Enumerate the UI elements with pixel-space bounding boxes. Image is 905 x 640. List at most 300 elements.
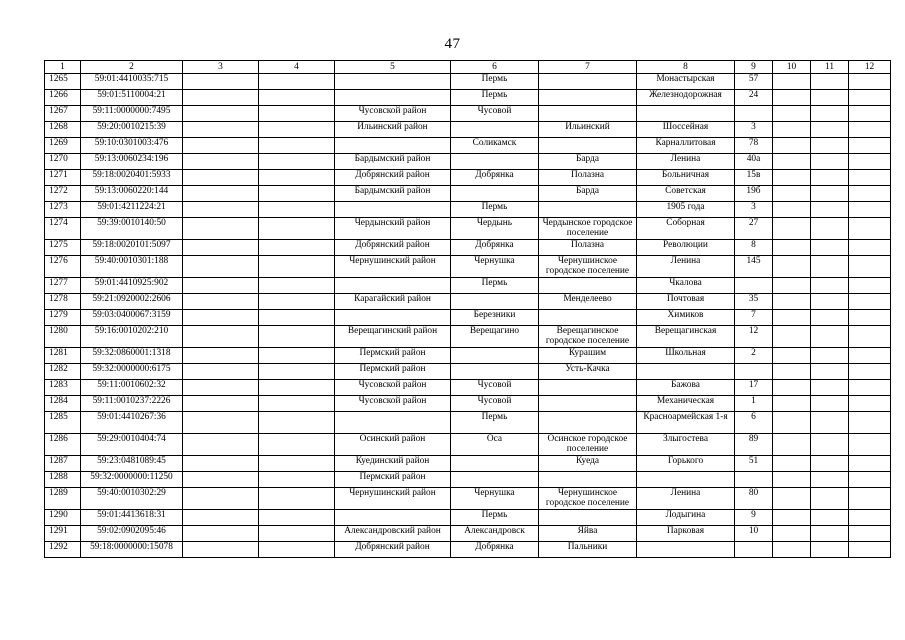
table-cell bbox=[183, 122, 259, 138]
table-cell bbox=[849, 542, 891, 558]
table-cell: 145 bbox=[735, 256, 773, 278]
table-cell: 59:21:0920002:2606 bbox=[81, 294, 183, 310]
table-cell bbox=[335, 310, 451, 326]
table-cell: 59:01:4413618:31 bbox=[81, 510, 183, 526]
table-cell bbox=[539, 106, 637, 122]
table-cell bbox=[811, 434, 849, 456]
table-cell bbox=[849, 154, 891, 170]
table-cell bbox=[183, 412, 259, 434]
table-cell bbox=[183, 364, 259, 380]
table-cell: Пермь bbox=[451, 202, 539, 218]
table-cell bbox=[735, 542, 773, 558]
table-cell bbox=[773, 122, 811, 138]
table-cell bbox=[773, 348, 811, 364]
table-cell: Менделеево bbox=[539, 294, 637, 310]
table-cell: Ленина bbox=[637, 488, 735, 510]
table-cell: Добрянка bbox=[451, 240, 539, 256]
table-cell: 51 bbox=[735, 456, 773, 472]
table-cell bbox=[259, 456, 335, 472]
table-cell: Чусовой bbox=[451, 380, 539, 396]
table-cell: 7 bbox=[735, 310, 773, 326]
table-cell bbox=[849, 310, 891, 326]
table-cell bbox=[811, 310, 849, 326]
table-cell bbox=[849, 240, 891, 256]
table-cell bbox=[183, 186, 259, 202]
table-cell: Березники bbox=[451, 310, 539, 326]
table-cell: Химиков bbox=[637, 310, 735, 326]
table-cell: Полазна bbox=[539, 240, 637, 256]
table-cell bbox=[849, 348, 891, 364]
table-cell bbox=[811, 218, 849, 240]
table-row bbox=[45, 138, 891, 154]
table-cell bbox=[811, 380, 849, 396]
table-cell: 59:18:0020401:5933 bbox=[81, 170, 183, 186]
table-cell bbox=[259, 154, 335, 170]
table-cell bbox=[811, 456, 849, 472]
column-header-9: 9 bbox=[735, 61, 773, 74]
table-cell bbox=[451, 122, 539, 138]
table-cell: Пермь bbox=[451, 74, 539, 90]
table-cell bbox=[811, 90, 849, 106]
column-header-8: 8 bbox=[637, 61, 735, 74]
table-cell: Чернушка bbox=[451, 256, 539, 278]
table-cell: 59:01:4410267:36 bbox=[81, 412, 183, 434]
table-cell bbox=[811, 256, 849, 278]
table-cell: Чердынский район bbox=[335, 218, 451, 240]
table-cell: 24 bbox=[735, 90, 773, 106]
table-cell: 59:11:0010237:2226 bbox=[81, 396, 183, 412]
table-cell: Верещагино bbox=[451, 326, 539, 348]
table-cell: Почтовая bbox=[637, 294, 735, 310]
table-row bbox=[45, 154, 891, 170]
table-row bbox=[45, 348, 891, 364]
table-cell: 59:11:0000000:7495 bbox=[81, 106, 183, 122]
table-cell bbox=[849, 364, 891, 380]
table-cell bbox=[811, 348, 849, 364]
table-cell: Чернушка bbox=[451, 488, 539, 510]
table-cell: 1265 bbox=[45, 74, 81, 90]
table-cell bbox=[335, 74, 451, 90]
table-cell: 59:32:0000000:11250 bbox=[81, 472, 183, 488]
table-cell bbox=[773, 74, 811, 90]
table-cell bbox=[849, 456, 891, 472]
table-cell: Осинское городское поселение bbox=[539, 434, 637, 456]
table-row bbox=[45, 542, 891, 558]
table-cell: 59:10:0301003:476 bbox=[81, 138, 183, 154]
table-cell bbox=[811, 364, 849, 380]
table-cell: 1 bbox=[735, 396, 773, 412]
table-cell bbox=[451, 294, 539, 310]
table-cell bbox=[811, 294, 849, 310]
column-header-11: 11 bbox=[811, 61, 849, 74]
table-cell: Чусовской район bbox=[335, 396, 451, 412]
table-cell bbox=[773, 364, 811, 380]
table-cell bbox=[539, 396, 637, 412]
table-cell bbox=[811, 526, 849, 542]
table-cell bbox=[773, 434, 811, 456]
table-cell: 1267 bbox=[45, 106, 81, 122]
table-row bbox=[45, 510, 891, 526]
table-cell: Горького bbox=[637, 456, 735, 472]
table-cell bbox=[539, 472, 637, 488]
table-cell bbox=[259, 364, 335, 380]
table-cell bbox=[849, 294, 891, 310]
table-cell bbox=[539, 380, 637, 396]
table-cell bbox=[183, 472, 259, 488]
table-cell bbox=[773, 472, 811, 488]
table-cell: 1292 bbox=[45, 542, 81, 558]
table-cell: Добрянский район bbox=[335, 170, 451, 186]
table-cell bbox=[773, 218, 811, 240]
table-row bbox=[45, 456, 891, 472]
table-cell bbox=[735, 364, 773, 380]
table-cell bbox=[335, 90, 451, 106]
table-cell bbox=[637, 106, 735, 122]
table-cell bbox=[849, 74, 891, 90]
table-cell bbox=[773, 278, 811, 294]
table-cell bbox=[637, 542, 735, 558]
table-cell: Лодыгина bbox=[637, 510, 735, 526]
table-cell bbox=[183, 542, 259, 558]
table-cell bbox=[849, 472, 891, 488]
table-cell: Соборная bbox=[637, 218, 735, 240]
table-cell bbox=[773, 380, 811, 396]
table-cell bbox=[335, 202, 451, 218]
table-row bbox=[45, 202, 891, 218]
table-cell bbox=[811, 488, 849, 510]
table-cell bbox=[451, 456, 539, 472]
table-row bbox=[45, 240, 891, 256]
table-cell: Чернушинское городское поселение bbox=[539, 488, 637, 510]
table-cell: 57 bbox=[735, 74, 773, 90]
table-cell: Ленина bbox=[637, 256, 735, 278]
table-cell bbox=[773, 186, 811, 202]
table-cell bbox=[259, 380, 335, 396]
table-cell: Бардымский район bbox=[335, 186, 451, 202]
table-row bbox=[45, 326, 891, 348]
table-cell: 1275 bbox=[45, 240, 81, 256]
table-row bbox=[45, 526, 891, 542]
table-cell: Чернушинское городское поселение bbox=[539, 256, 637, 278]
table-cell bbox=[849, 526, 891, 542]
table-cell bbox=[849, 218, 891, 240]
table-cell bbox=[183, 256, 259, 278]
table-cell: 59:13:0060234:196 bbox=[81, 154, 183, 170]
table-row bbox=[45, 170, 891, 186]
table-row bbox=[45, 310, 891, 326]
column-header-6: 6 bbox=[451, 61, 539, 74]
table-cell bbox=[773, 456, 811, 472]
table-cell: 10 bbox=[735, 526, 773, 542]
table-cell: Ильинский район bbox=[335, 122, 451, 138]
table-cell bbox=[811, 240, 849, 256]
table-cell bbox=[773, 256, 811, 278]
table-cell: Чкалова bbox=[637, 278, 735, 294]
table-cell bbox=[811, 154, 849, 170]
table-cell: 1277 bbox=[45, 278, 81, 294]
table-row bbox=[45, 218, 891, 240]
table-cell bbox=[539, 90, 637, 106]
table-cell: Верещагинское городское поселение bbox=[539, 326, 637, 348]
table-cell: 59:01:5110004:21 bbox=[81, 90, 183, 106]
table-cell bbox=[183, 170, 259, 186]
table-cell: Курашим bbox=[539, 348, 637, 364]
table-cell: 1284 bbox=[45, 396, 81, 412]
table-cell: Ленина bbox=[637, 154, 735, 170]
table-cell bbox=[811, 278, 849, 294]
table-cell: 3 bbox=[735, 202, 773, 218]
table-cell bbox=[183, 218, 259, 240]
table-cell bbox=[259, 294, 335, 310]
table-row bbox=[45, 90, 891, 106]
table-cell: 59:32:0860001:1318 bbox=[81, 348, 183, 364]
table-cell bbox=[849, 256, 891, 278]
table-cell bbox=[183, 202, 259, 218]
table-cell bbox=[773, 106, 811, 122]
table-row bbox=[45, 278, 891, 294]
table-cell: 59:39:0010140:50 bbox=[81, 218, 183, 240]
table-cell: 59:03:0400067:3159 bbox=[81, 310, 183, 326]
table-cell bbox=[773, 240, 811, 256]
table-cell: Оса bbox=[451, 434, 539, 456]
table-cell: 1278 bbox=[45, 294, 81, 310]
table-cell: 3 bbox=[735, 122, 773, 138]
table-cell: Добрянский район bbox=[335, 542, 451, 558]
table-cell: 2 bbox=[735, 348, 773, 364]
table-cell bbox=[811, 122, 849, 138]
table-cell: Куединский район bbox=[335, 456, 451, 472]
table-cell bbox=[183, 154, 259, 170]
table-cell bbox=[539, 278, 637, 294]
table-cell bbox=[735, 278, 773, 294]
table-cell: 1289 bbox=[45, 488, 81, 510]
table-row bbox=[45, 380, 891, 396]
table-cell: Пермь bbox=[451, 412, 539, 434]
table-cell bbox=[183, 434, 259, 456]
table-cell: 59:32:0000000:6175 bbox=[81, 364, 183, 380]
table-cell: 1270 bbox=[45, 154, 81, 170]
table-cell bbox=[849, 278, 891, 294]
table-cell bbox=[811, 186, 849, 202]
table-cell bbox=[773, 294, 811, 310]
table-cell bbox=[811, 138, 849, 154]
table-cell: Пермский район bbox=[335, 348, 451, 364]
table-cell bbox=[259, 348, 335, 364]
table-row bbox=[45, 106, 891, 122]
table-cell bbox=[183, 456, 259, 472]
table-cell bbox=[259, 106, 335, 122]
table-cell: Чусовской район bbox=[335, 380, 451, 396]
table-cell: Чердынское городское поселение bbox=[539, 218, 637, 240]
table-cell bbox=[183, 396, 259, 412]
table-cell bbox=[259, 240, 335, 256]
table-cell bbox=[539, 310, 637, 326]
table-cell: Добрянка bbox=[451, 542, 539, 558]
table-cell: 12 bbox=[735, 326, 773, 348]
table-cell bbox=[259, 434, 335, 456]
table-cell bbox=[259, 396, 335, 412]
table-cell bbox=[259, 138, 335, 154]
table-cell: Советская bbox=[637, 186, 735, 202]
table-cell: Чернушинский район bbox=[335, 488, 451, 510]
table-cell: 19б bbox=[735, 186, 773, 202]
table-cell: Пермь bbox=[451, 510, 539, 526]
table-cell bbox=[849, 122, 891, 138]
table-cell bbox=[849, 412, 891, 434]
table-cell bbox=[183, 240, 259, 256]
table-cell bbox=[335, 510, 451, 526]
table-row bbox=[45, 256, 891, 278]
table-cell: 1285 bbox=[45, 412, 81, 434]
table-cell bbox=[811, 472, 849, 488]
table-cell bbox=[183, 106, 259, 122]
table-cell bbox=[811, 396, 849, 412]
table-cell bbox=[849, 510, 891, 526]
table-cell: 1291 bbox=[45, 526, 81, 542]
table-cell: 59:02:0902095:46 bbox=[81, 526, 183, 542]
table-cell bbox=[451, 364, 539, 380]
table-cell: 59:23:0481089:45 bbox=[81, 456, 183, 472]
table-cell: 89 bbox=[735, 434, 773, 456]
table-cell bbox=[849, 138, 891, 154]
column-header-2: 2 bbox=[81, 61, 183, 74]
table-cell bbox=[849, 202, 891, 218]
table-cell bbox=[183, 526, 259, 542]
table-cell bbox=[811, 326, 849, 348]
table-cell bbox=[335, 138, 451, 154]
table-cell: Барда bbox=[539, 186, 637, 202]
table-cell bbox=[259, 526, 335, 542]
table-cell: 59:13:0060220:144 bbox=[81, 186, 183, 202]
table-cell: 59:40:0010302:29 bbox=[81, 488, 183, 510]
table-cell: 1268 bbox=[45, 122, 81, 138]
table-cell bbox=[849, 106, 891, 122]
page-number: 47 bbox=[444, 36, 461, 52]
table-cell: 1288 bbox=[45, 472, 81, 488]
table-cell bbox=[259, 542, 335, 558]
table-cell bbox=[735, 106, 773, 122]
table-cell: 80 bbox=[735, 488, 773, 510]
table-cell: 1273 bbox=[45, 202, 81, 218]
table-cell: Полазна bbox=[539, 170, 637, 186]
table-cell bbox=[259, 510, 335, 526]
table-cell bbox=[811, 170, 849, 186]
table-cell: Ильинский bbox=[539, 122, 637, 138]
column-header-10: 10 bbox=[773, 61, 811, 74]
table-cell: 6 bbox=[735, 412, 773, 434]
table-cell: 59:01:4211224:21 bbox=[81, 202, 183, 218]
table-cell bbox=[849, 488, 891, 510]
table-cell: Соликамск bbox=[451, 138, 539, 154]
table-cell bbox=[259, 472, 335, 488]
table-cell bbox=[811, 202, 849, 218]
table-row bbox=[45, 74, 891, 90]
table-cell: 59:18:0020101:5097 bbox=[81, 240, 183, 256]
table-cell bbox=[259, 310, 335, 326]
table-cell bbox=[451, 348, 539, 364]
table-cell: 1272 bbox=[45, 186, 81, 202]
table-cell: Шоссейная bbox=[637, 122, 735, 138]
table-cell: Чусовской район bbox=[335, 106, 451, 122]
table-cell bbox=[773, 202, 811, 218]
table-cell: 9 bbox=[735, 510, 773, 526]
column-header-1: 1 bbox=[45, 61, 81, 74]
table-cell: Усть-Качка bbox=[539, 364, 637, 380]
register-table bbox=[44, 60, 891, 558]
table-cell: 59:01:4410925:902 bbox=[81, 278, 183, 294]
table-cell: Школьная bbox=[637, 348, 735, 364]
table-cell bbox=[811, 542, 849, 558]
table-cell bbox=[811, 412, 849, 434]
table-cell: Пальники bbox=[539, 542, 637, 558]
table-cell: Бардымский район bbox=[335, 154, 451, 170]
table-cell bbox=[773, 326, 811, 348]
table-cell: Железнодорожная bbox=[637, 90, 735, 106]
table-cell bbox=[849, 380, 891, 396]
table-cell: Барда bbox=[539, 154, 637, 170]
table-cell: Осинский район bbox=[335, 434, 451, 456]
table-cell bbox=[811, 74, 849, 90]
table-cell bbox=[451, 186, 539, 202]
table-cell: Карналлитовая bbox=[637, 138, 735, 154]
table-cell: Чусовой bbox=[451, 106, 539, 122]
table-cell: Пермь bbox=[451, 90, 539, 106]
table-cell bbox=[183, 294, 259, 310]
table-cell bbox=[259, 488, 335, 510]
table-cell: Революции bbox=[637, 240, 735, 256]
table-cell: Добрянский район bbox=[335, 240, 451, 256]
table-cell: 1276 bbox=[45, 256, 81, 278]
table-cell bbox=[539, 510, 637, 526]
table-cell: 59:11:0010602:32 bbox=[81, 380, 183, 396]
table-row bbox=[45, 294, 891, 310]
table-cell: 1281 bbox=[45, 348, 81, 364]
table-cell bbox=[849, 170, 891, 186]
table-cell: Чусовой bbox=[451, 396, 539, 412]
table-cell: Чердынь bbox=[451, 218, 539, 240]
table-cell: Красноармейская 1-я bbox=[637, 412, 735, 434]
table-cell bbox=[811, 510, 849, 526]
table-cell bbox=[451, 472, 539, 488]
table-row bbox=[45, 186, 891, 202]
table-row bbox=[45, 434, 891, 456]
table-cell bbox=[183, 138, 259, 154]
table-cell bbox=[183, 310, 259, 326]
table-cell bbox=[849, 186, 891, 202]
table-cell bbox=[259, 170, 335, 186]
table-row bbox=[45, 412, 891, 434]
table-cell bbox=[735, 472, 773, 488]
table-cell: Верещагинский район bbox=[335, 326, 451, 348]
table-cell bbox=[259, 256, 335, 278]
table-cell bbox=[773, 542, 811, 558]
table-cell: Пермь bbox=[451, 278, 539, 294]
table-cell: 15в bbox=[735, 170, 773, 186]
table-cell bbox=[539, 74, 637, 90]
table-cell: Александровский район bbox=[335, 526, 451, 542]
table-cell bbox=[183, 348, 259, 364]
table-cell: 1279 bbox=[45, 310, 81, 326]
table-cell: Яйва bbox=[539, 526, 637, 542]
column-header-7: 7 bbox=[539, 61, 637, 74]
table-cell bbox=[259, 326, 335, 348]
table-cell: 59:20:0010215:39 bbox=[81, 122, 183, 138]
table-cell bbox=[259, 90, 335, 106]
table-cell: Чернушинский район bbox=[335, 256, 451, 278]
table-cell: Александровск bbox=[451, 526, 539, 542]
table-cell bbox=[451, 154, 539, 170]
table-cell bbox=[637, 472, 735, 488]
